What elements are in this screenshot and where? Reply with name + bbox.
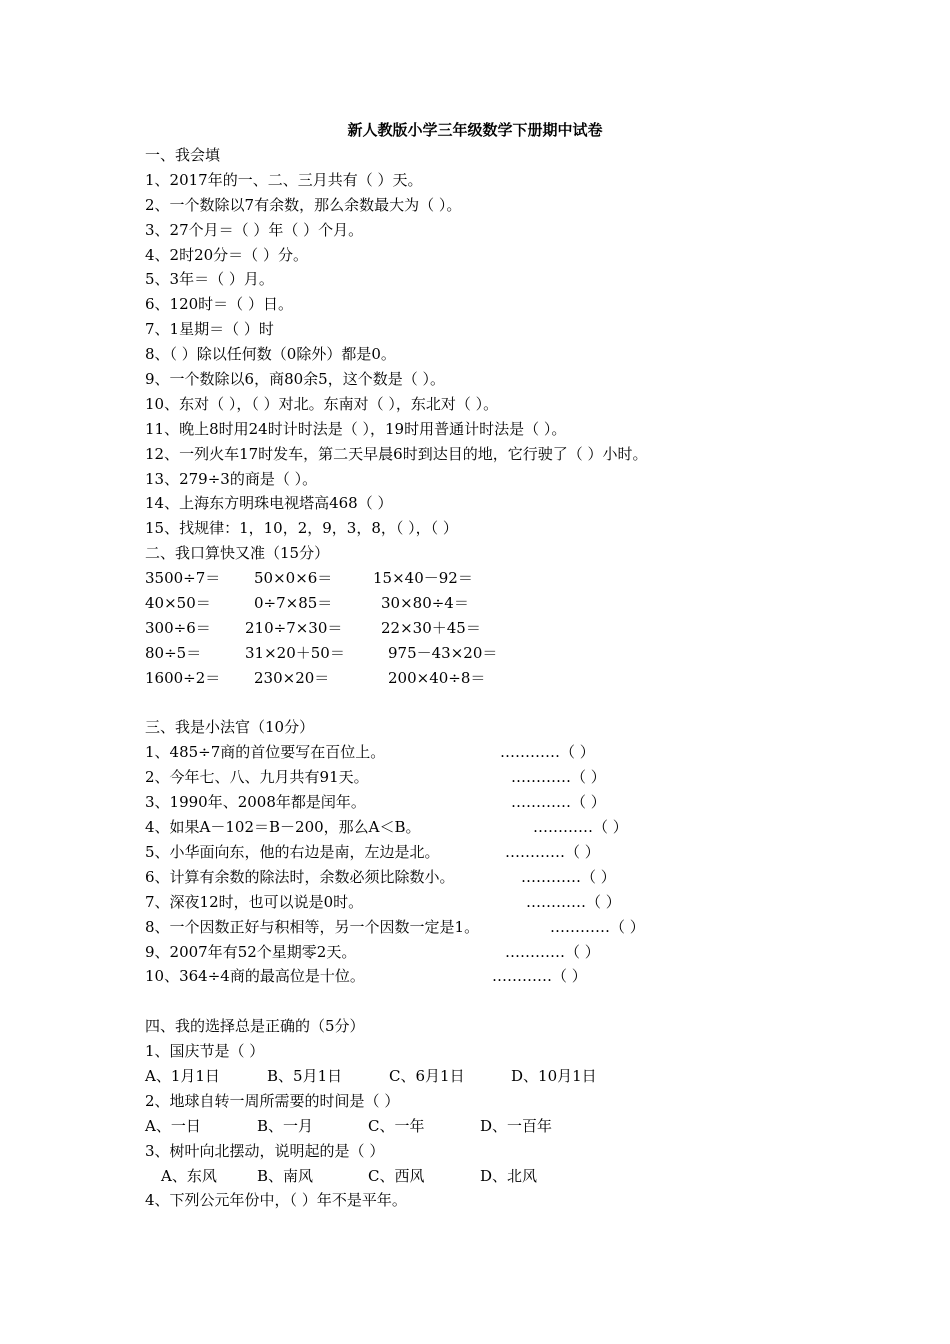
fill-question: 11、晚上8时用24时计时法是（ ），19时用普通计时法是（ ）。	[145, 419, 567, 438]
choice-option: B、南风	[257, 1166, 314, 1185]
choice-option: C、6月1日	[389, 1066, 465, 1085]
fill-question: 3、27个月＝（ ）年（ ）个月。	[145, 220, 364, 239]
fill-question: 14、上海东方明珠电视塔高468（ ）	[145, 494, 393, 513]
section2-heading: 二、我口算快又准（15分）	[145, 544, 330, 563]
fill-question: 12、一列火车17时发车，第二天早晨6时到达目的地，它行驶了（ ）小时。	[145, 444, 648, 463]
judge-question	[145, 940, 905, 965]
choice-option: B、5月1日	[267, 1066, 343, 1085]
choice-options	[145, 1114, 905, 1139]
judge-statement: 6、计算有余数的除法时，余数必须比除数小。	[145, 867, 455, 886]
calc-item: 0÷7×85＝	[254, 594, 333, 613]
calc-row	[145, 666, 905, 691]
judge-question	[145, 890, 905, 915]
judge-answer-blank: …………（ ）	[492, 967, 587, 986]
judge-answer-blank: …………（ ）	[511, 768, 606, 787]
judge-statement: 1、485÷7商的首位要写在百位上。	[145, 743, 386, 762]
calc-item: 22×30＋45＝	[381, 618, 481, 637]
fill-question: 5、3年＝（ ）月。	[145, 270, 274, 289]
choice-question: 1、国庆节是（ ）	[145, 1042, 265, 1061]
choice-options	[145, 1164, 905, 1189]
judge-question	[145, 765, 905, 790]
calc-item: 80÷5＝	[145, 643, 202, 662]
section1-heading: 一、我会填	[145, 146, 221, 164]
judge-statement: 3、1990年、2008年都是闰年。	[145, 793, 366, 812]
calc-row	[145, 616, 905, 641]
section4-heading: 四、我的选择总是正确的（5分）	[145, 1017, 365, 1036]
calc-item: 31×20＋50＝	[245, 643, 345, 662]
choice-question: 3、树叶向北摆动，说明起的是（ ）	[145, 1141, 385, 1160]
choice-option: C、一年	[368, 1116, 425, 1135]
choice-option: A、一日	[145, 1116, 201, 1135]
fill-question: 4、2时20分＝（ ）分。	[145, 245, 308, 264]
fill-question: 7、1星期＝（ ）时	[145, 320, 274, 339]
choice-option: D、一百年	[480, 1116, 553, 1135]
judge-statement: 9、2007年有52个星期零2天。	[145, 942, 357, 961]
judge-question	[145, 865, 905, 890]
fill-question: 13、279÷3的商是（ ）。	[145, 469, 318, 488]
calc-item: 300÷6＝	[145, 618, 211, 637]
judge-answer-blank: …………（ ）	[521, 867, 616, 886]
calc-item: 3500÷7＝	[145, 569, 221, 588]
choice-options	[145, 1064, 905, 1089]
fill-question: 15、找规律：1，10，2，9，3，8，（ ），（ ）	[145, 519, 458, 538]
exam-content	[145, 143, 905, 1213]
calc-item: 40×50＝	[145, 594, 211, 613]
calc-row	[145, 641, 905, 666]
choice-option: D、10月1日	[511, 1066, 597, 1085]
judge-question	[145, 964, 905, 989]
calc-item: 200×40÷8＝	[388, 668, 486, 687]
choice-question: 2、地球自转一周所需要的时间是（ ）	[145, 1091, 400, 1110]
calc-item: 30×80÷4＝	[381, 594, 469, 613]
judge-answer-blank: …………（ ）	[505, 942, 600, 961]
judge-statement: 4、如果A－102＝B－200，那么A＜B。	[145, 818, 421, 837]
spacer	[145, 691, 905, 716]
judge-question	[145, 815, 905, 840]
judge-answer-blank: …………（ ）	[505, 842, 600, 861]
fill-question: 6、120时＝（ ）日。	[145, 295, 293, 314]
page-title: 新人教版小学三年级数学下册期中试卷	[347, 121, 603, 139]
judge-statement: 2、今年七、八、九月共有91天。	[145, 768, 369, 787]
judge-question	[145, 790, 905, 815]
calc-item: 1600÷2＝	[145, 668, 221, 687]
choice-option: B、一月	[257, 1116, 314, 1135]
judge-question	[145, 840, 905, 865]
fill-question: 10、东对（ ），（ ）对北。东南对（ ），东北对（ ）。	[145, 394, 499, 413]
fill-question: 9、一个数除以6，商80余5，这个数是（ ）。	[145, 370, 445, 389]
calc-item: 975－43×20＝	[388, 643, 498, 662]
choice-option: C、西风	[368, 1166, 425, 1185]
judge-statement: 5、小华面向东，他的右边是南，左边是北。	[145, 842, 440, 861]
spacer	[145, 989, 905, 1014]
calc-item: 230×20＝	[254, 668, 330, 687]
choice-option: D、北风	[480, 1166, 538, 1185]
judge-statement: 7、深夜12时，也可以说是0时。	[145, 892, 364, 911]
fill-question: 8、（ ）除以任何数（0除外）都是0。	[145, 345, 396, 364]
choice-question: 4、下列公元年份中，（ ）年不是平年。	[145, 1191, 407, 1210]
calc-item: 50×0×6＝	[254, 569, 333, 588]
judge-answer-blank: …………（ ）	[533, 818, 628, 837]
judge-statement: 10、364÷4商的最高位是十位。	[145, 967, 365, 986]
section3-heading: 三、我是小法官（10分）	[145, 718, 315, 737]
calc-item: 210÷7×30＝	[245, 618, 343, 637]
judge-answer-blank: …………（ ）	[511, 793, 606, 812]
choice-option: A、1月1日	[145, 1066, 220, 1085]
judge-answer-blank: …………（ ）	[526, 892, 621, 911]
judge-statement: 8、一个因数正好与积相等，另一个因数一定是1。	[145, 917, 480, 936]
fill-question: 2、一个数除以7有余数，那么余数最大为（ ）。	[145, 195, 462, 214]
fill-question: 1、2017年的一、二、三月共有（ ）天。	[145, 170, 423, 189]
judge-answer-blank: …………（ ）	[500, 743, 595, 762]
judge-question	[145, 740, 905, 765]
choice-option: A、东风	[161, 1166, 217, 1185]
calc-item: 15×40－92＝	[373, 569, 473, 588]
calc-row	[145, 591, 905, 616]
calc-row	[145, 566, 905, 591]
judge-question	[145, 915, 905, 940]
judge-answer-blank: …………（ ）	[550, 917, 645, 936]
